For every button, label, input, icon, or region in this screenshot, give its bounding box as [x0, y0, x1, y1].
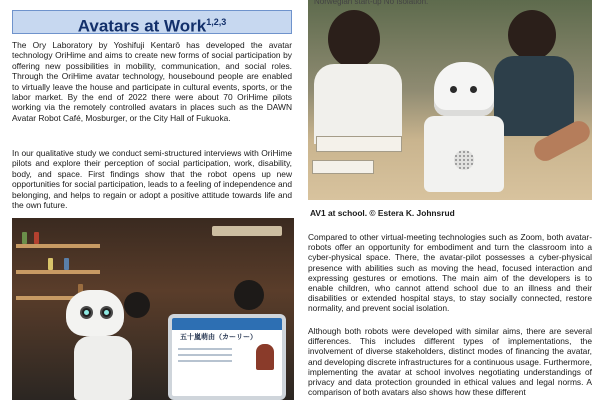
title-references: 1,2,3	[206, 17, 227, 27]
orihime-robot-head	[66, 290, 124, 336]
av1-robot-head	[434, 62, 494, 116]
previous-caption-fragment: Norwegian start-up No Isolation.	[314, 0, 429, 6]
robot-eye	[82, 308, 91, 317]
shelf	[16, 244, 100, 248]
robot-eye	[102, 308, 111, 317]
student-shirt	[494, 56, 574, 136]
ceiling-light	[212, 226, 282, 236]
av1-eye	[470, 86, 477, 93]
school-photo	[308, 0, 592, 200]
shelf	[16, 270, 100, 274]
tablet-header-band	[172, 318, 282, 330]
title-text: Avatars at Work	[77, 16, 207, 36]
av1-eye	[450, 86, 457, 93]
tablet-name-text: 五十嵐萌由（カーリー）	[180, 333, 257, 341]
differences-paragraph: Although both robots were developed with similar aims, there are several differences. This includes different types of implementations, the involvement of diverse stakeholders, distinct modes of financing the avatar, and developing discrete infrastructures for a continuous usage. Furthermore, implementing the avatar at school involves negotiating understandings of privacy and data protection grounded in ethical values and legal norms. A comparison of both avatars also shows how these different	[308, 326, 592, 398]
orihime-robot-body	[74, 336, 132, 400]
photo-caption: AV1 at school. © Estera K. Johnsrud	[310, 208, 455, 218]
bottle	[48, 258, 53, 270]
tablet-text-line	[178, 360, 232, 362]
tablet-profile-photo	[256, 344, 274, 370]
bottle	[34, 232, 39, 244]
intro-paragraph: The Ory Laboratory by Yoshifuji Kentarō has developed the avatar technology OriHime and aims to create new forms of social participation by offering new possibilities in mobility, communication, and social roles. Through the OriHime avatar technology, housebound people are enabled to virtually leave the house and participate in cultural events, sports, or the labor market. By the end of 2022 there were about 70 OriHime pilots working via the remotely controlled avatars in places such as the DAWN Avatar Robot Café, Mosburger, or the City Hall of Fukuoka.	[12, 40, 292, 123]
person-head	[124, 292, 150, 318]
person-head	[234, 280, 264, 310]
notebook	[312, 160, 374, 174]
comparison-paragraph: Compared to other virtual-meeting technologies such as Zoom, both avatar-robots offer an opportunity for embodiment and turn the classroom into a cyber-physical space. There, the avatar-pilot possesses a cyber-physical presence with abilities such as moving the head, focused interaction and expressing gestures or emotions. The main aim of the developers is to enable children, who cannot attend school due to an illness and their disabilities or extended hospital stays, to stay socially connected, restore normality, and prevent social isolation.	[308, 232, 592, 314]
bottle	[22, 232, 27, 244]
av1-speaker-grille	[454, 150, 474, 170]
tablet-text-line	[178, 354, 232, 356]
student-shirt	[314, 64, 402, 144]
student-head	[508, 10, 556, 60]
open-book	[316, 136, 402, 152]
tablet-device	[168, 314, 286, 400]
bottle	[64, 258, 69, 270]
tablet-screen	[172, 318, 282, 396]
student-head	[328, 10, 380, 68]
study-paragraph: In our qualitative study we conduct semi-structured interviews with OriHime pilots and explore their perception of social participation, work, disability, body, and space. First findings show that the robot opens up new opportunities for social participation, leads to a feeling of independence and belonging, and helps to regain or adopt a positive attitude towards life and the own future.	[12, 148, 292, 211]
right-column	[308, 0, 592, 400]
section-title	[12, 10, 292, 34]
tablet-text-line	[178, 348, 232, 350]
